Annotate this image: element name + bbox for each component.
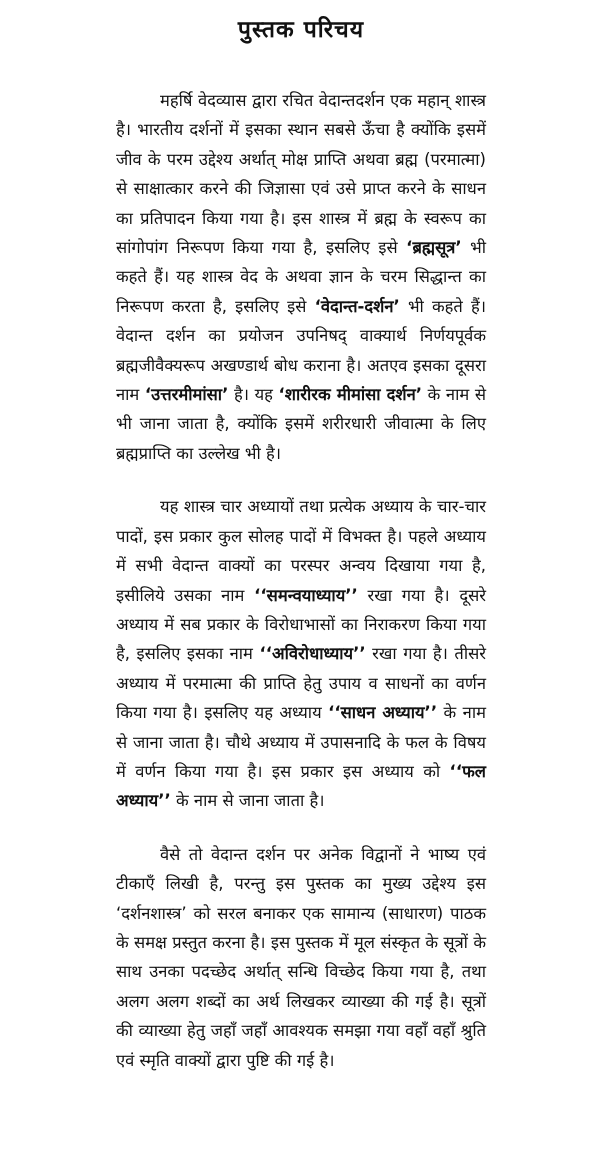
- paragraph-1: [116, 86, 486, 468]
- paragraph-text: यह शास्त्र चार अध्यायों तथा प्रत्येक अध्याय के चार-चार पादों, इस प्रकार कुल सोलह पादों में विभक्त है। पहले अध्याय में सभी वेदान्त वाक्यों का परस्पर अन्वय दिखाया गया है, इसीलिये उसका नाम: [116, 497, 486, 605]
- paragraph-text: भी कहते हैं। यह शास्त्र वेद के अथवा ज्ञान के चरम सिद्धान्त का निरूपण करता है, इसलिए इसे: [116, 238, 487, 316]
- paragraph-text: रखा गया है। दूसरे अध्याय में सब प्रकार के विरोधाभासों का निराकरण किया गया है, इसलिए इसका नाम: [116, 585, 486, 664]
- term-sadhan-adhyay: ‘‘साधन अध्याय’’: [328, 703, 438, 723]
- paragraph-3: [116, 840, 486, 1075]
- term-sharirak-mimamsa: ‘शारीरक मीमांसा दर्शन’: [278, 385, 423, 405]
- paragraph-text: के नाम से जाना जाता है।: [170, 791, 325, 811]
- term-uttaramimamsa: ‘उत्तरमीमांसा’: [144, 385, 229, 405]
- paragraph-text: के नाम से जाना जाता है। चौथे अध्याय में उपासनादि के फल के विषय में वर्णन किया गया है। इस प्रकार इस अध्याय को: [116, 703, 486, 781]
- paragraph-text: है। यह: [228, 385, 279, 405]
- term-brahmasutra: ‘ब्रह्मसूत्र’: [406, 238, 462, 258]
- page-title: पुस्तक परिचय: [237, 17, 365, 43]
- paragraph-text: भी कहते हैं। वेदान्त दर्शन का प्रयोजन उपनिषद् वाक्यार्थ निर्णयपूर्वक ब्रह्मजीवैक्यरूप अखण्डार्थ बोध कराना है। अतएव इसका दूसरा नाम: [116, 296, 487, 405]
- term-phal-adhyay: ‘‘फल अध्याय’’: [116, 761, 486, 811]
- paragraph-text: महर्षि वेदव्यास द्वारा रचित वेदान्तदर्शन एक महान् शास्त्र है। भारतीय दर्शनों में इसका स्थान सबसे ऊँचा है क्योंकि इसमें जीव के परम उद्देश्य अर्थात् मोक्ष प्राप्ति अथवा ब्रह्म (परमात्मा) से साक्षात्कार करने की जिज्ञासा एवं उसे प्राप्त करने के साधन का प्रतिपादन किया गया है। इस शास्त्र में ब्रह्म के स्वरूप का सांगोपांग निरूपण किया गया है, इसलिए इसे: [116, 91, 486, 258]
- paragraph-text: रखा गया है। तीसरे अध्याय में परमात्मा की प्राप्ति हेतु उपाय व साधनों का वर्णन किया गया है। इसलिए यह अध्याय: [116, 644, 486, 723]
- paragraph-text: के नाम से भी जाना जाता है, क्योंकि इसमें शरीरधारी जीवात्मा के लिए ब्रह्मप्राप्ति का उल्लेख भी है।: [116, 385, 486, 463]
- paragraph-text: वैसे तो वेदान्त दर्शन पर अनेक विद्वानों ने भाष्य एवं टीकाएँ लिखी है, परन्तु इस पुस्तक का मुख्य उद्देश्य इस ‘दर्शनशास्त्र’ को सरल बनाकर एक सामान्य (साधारण) पाठक के समक्ष प्रस्तुत करना है। इस पुस्तक में मूल संस्कृत के सूत्रों के साथ उनका पदच्छेद अर्थात् सन्धि विच्छेद किया गया है, तथा अलग अलग शब्दों का अर्थ लिखकर व्याख्या की गई है। सूत्रों की व्याख्या हेतु जहाँ जहाँ आवश्यक समझा गया वहाँ वहाँ श्रुति एवं स्मृति वाक्यों द्वारा पुष्टि की गई है।: [116, 844, 486, 1070]
- term-avirodha: ‘‘अविरोधाध्याय’’: [259, 644, 366, 664]
- paragraph-2: [116, 492, 486, 815]
- term-vedanta-darshan: ‘वेदान्त-दर्शन’: [314, 296, 400, 316]
- term-samanvaya: ‘‘समन्वयाध्याय’’: [254, 585, 358, 605]
